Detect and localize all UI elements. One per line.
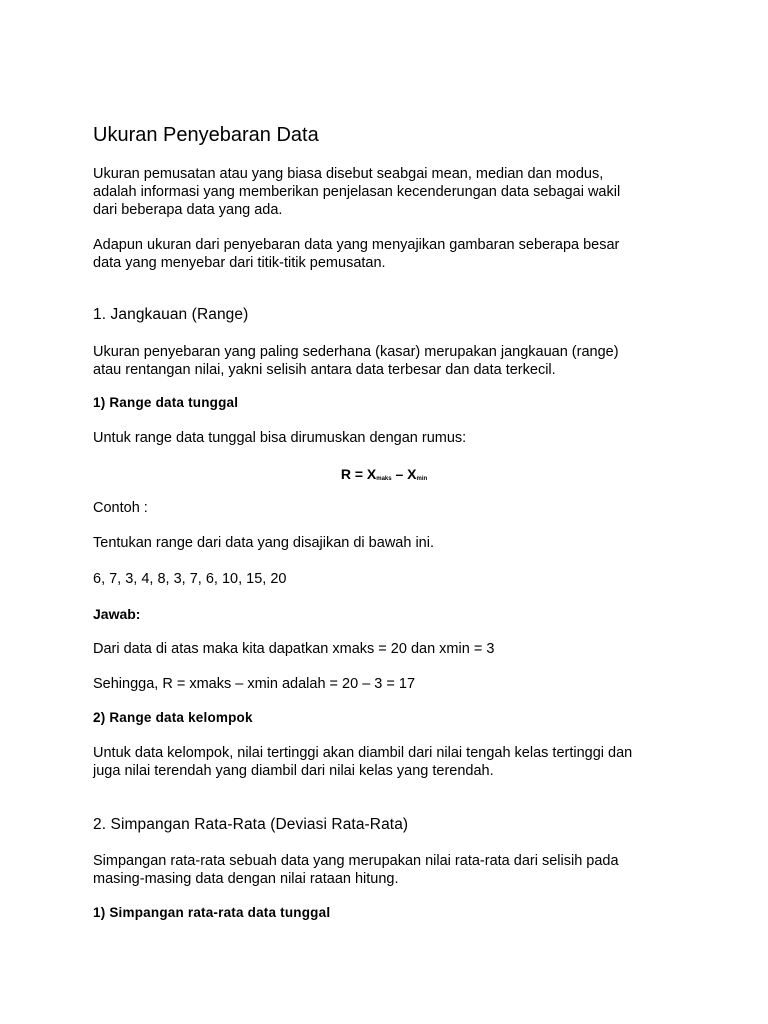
subheading-range-single: 1) Range data tunggal <box>93 395 239 410</box>
text-line: masing-masing data dengan nilai rataan hitung. <box>93 871 399 887</box>
text-line: Ukuran penyebaran yang paling sederhana (kasar) merupakan jangkauan (range) <box>93 344 619 360</box>
text-line: adalah informasi yang memberikan penjelasan kecenderungan data sebagai wakil <box>93 184 621 200</box>
example-question: Tentukan range dari data yang disajikan di bawah ini. <box>93 535 434 551</box>
page-title: Ukuran Penyebaran Data <box>93 124 319 146</box>
intro-paragraph-2 <box>93 236 693 272</box>
example-label: Contoh : <box>93 500 148 516</box>
text-line: juga nilai terendah yang diambil dari nilai kelas yang terendah. <box>93 763 494 779</box>
mean-deviation-paragraph <box>93 852 693 888</box>
answer-label: Jawab: <box>93 606 141 622</box>
intro-paragraph-1 <box>93 165 693 219</box>
formula-lhs: R = X <box>340 466 377 482</box>
text-line: atau rentangan nilai, yakni selisih antara data terbesar dan data terkecil. <box>93 362 556 378</box>
example-data: 6, 7, 3, 4, 8, 3, 7, 6, 10, 15, 20 <box>93 571 287 587</box>
range-paragraph <box>93 343 693 379</box>
subheading-range-group: 2) Range data kelompok <box>93 710 253 725</box>
formula-mid: – X <box>391 466 417 482</box>
answer-text-1: Dari data di atas maka kita dapatkan xmaks = 20 dan xmin = 3 <box>93 641 495 657</box>
answer-text-2: Sehingga, R = xmaks – xmin adalah = 20 – 3 = 17 <box>93 676 416 692</box>
text-line: Simpangan rata-rata sebuah data yang merupakan nilai rata-rata dari selisih pada <box>93 853 619 869</box>
range-formula <box>0 465 768 488</box>
subheading-mean-deviation-single: 1) Simpangan rata-rata data tunggal <box>93 905 331 920</box>
range-single-text: Untuk range data tunggal bisa dirumuskan dengan rumus: <box>93 430 467 446</box>
text-line: Ukuran pemusatan atau yang biasa disebut seabgai mean, median dan modus, <box>93 166 604 182</box>
text-line: Adapun ukuran dari penyebaran data yang menyajikan gambaran seberapa besar <box>93 237 620 253</box>
section-heading-range: 1. Jangkauan (Range) <box>93 306 249 323</box>
text-line: Untuk data kelompok, nilai tertinggi akan diambil dari nilai tengah kelas tertinggi dan <box>93 745 633 761</box>
range-group-paragraph <box>93 744 733 780</box>
section-heading-mean-deviation: 2. Simpangan Rata-Rata (Deviasi Rata-Rata) <box>93 816 409 833</box>
text-line: dari beberapa data yang ada. <box>93 202 283 218</box>
text-line: data yang menyebar dari titik-titik pemusatan. <box>93 255 386 271</box>
formula-subscript-maks: maks <box>376 476 392 482</box>
formula-subscript-min: min <box>416 476 428 482</box>
